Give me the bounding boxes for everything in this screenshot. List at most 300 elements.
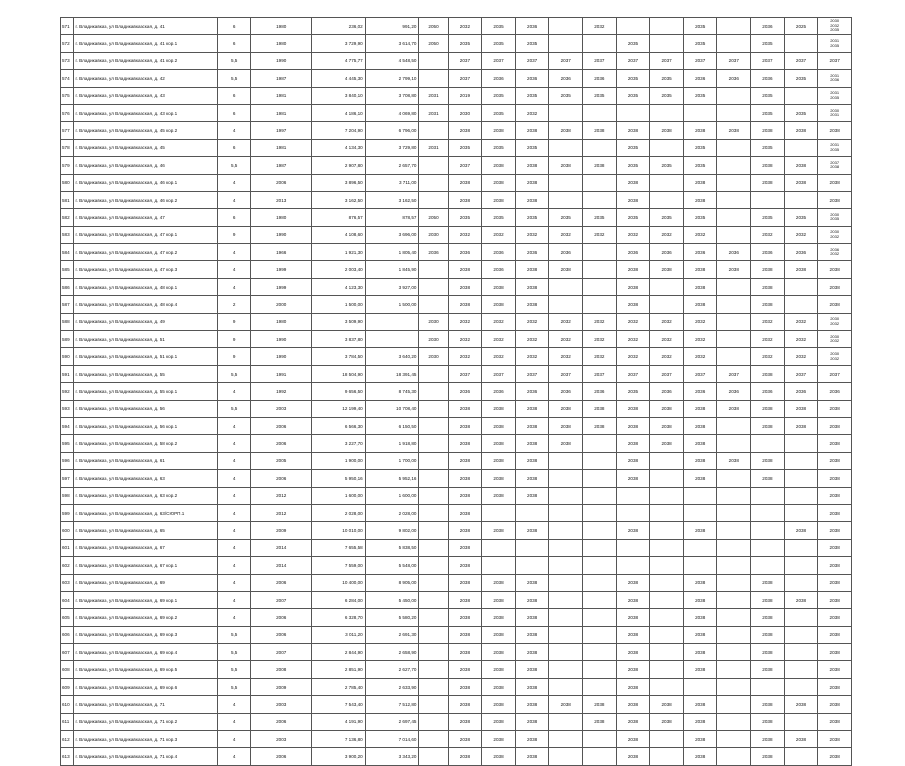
table-cell: 2038 [448, 261, 482, 278]
table-cell: 2035 [549, 209, 583, 226]
table-cell: 3 614,70 [365, 35, 419, 52]
table-cell [784, 191, 818, 208]
table-cell [583, 661, 617, 678]
address-cell: г. Владикавказ, ул Владикавказская, д. 69 кор.3 [74, 626, 217, 643]
table-cell [419, 522, 448, 539]
table-cell: 2038 [616, 400, 650, 417]
row-number: 611 [61, 713, 74, 730]
table-cell: 2032 [751, 313, 785, 330]
table-cell: 4 123,30 [311, 278, 365, 295]
table-cell: 9 656,50 [311, 383, 365, 400]
table-cell: 2038 [717, 122, 751, 139]
table-cell [717, 435, 751, 452]
table-cell: 2035 [515, 35, 549, 52]
address-cell: г. Владикавказ, ул Владикавказская, д. 67 кор.1 [74, 557, 217, 574]
row-number: 573 [61, 52, 74, 69]
table-cell: 2038 [751, 278, 785, 295]
table-cell: 2036 [751, 244, 785, 261]
table-cell: 2038 [751, 470, 785, 487]
table-cell [549, 574, 583, 591]
table-cell: 2038 [515, 157, 549, 174]
table-cell: 2035 [616, 157, 650, 174]
table-cell: 2038 [583, 122, 617, 139]
table-cell [549, 522, 583, 539]
table-cell: 2038 [482, 574, 516, 591]
table-cell: 6 [217, 35, 251, 52]
table-cell [717, 591, 751, 608]
table-cell: 2036 [482, 383, 516, 400]
table-cell [549, 557, 583, 574]
address-cell: г. Владикавказ, ул Владикавказская, д. 71 [74, 696, 217, 713]
table-cell: 2032 [751, 331, 785, 348]
table-cell: 3 227,70 [311, 435, 365, 452]
table-cell: 2038 [616, 417, 650, 434]
table-cell [365, 331, 419, 348]
table-cell: 2035 [650, 87, 684, 104]
table-cell: 7 543,40 [311, 696, 365, 713]
table-cell: 2036 [784, 383, 818, 400]
table-cell: 2032 [784, 348, 818, 365]
table-cell: 18 391,45 [365, 365, 419, 382]
table-cell [419, 278, 448, 295]
table-cell: 2038 [818, 522, 852, 539]
table-cell: 2038 [583, 417, 617, 434]
table-cell: 1 845,90 [365, 261, 419, 278]
table-cell: 2 691,30 [365, 626, 419, 643]
table-cell: 2038 [616, 174, 650, 191]
table-cell: 2035 [683, 157, 717, 174]
table-cell: 2038 [448, 557, 482, 574]
row-number: 578 [61, 139, 74, 156]
table-cell [717, 191, 751, 208]
table-cell [751, 487, 785, 504]
table-row [61, 35, 852, 52]
table-cell: 4 [217, 696, 251, 713]
table-cell: 2038 [818, 591, 852, 608]
table-cell: 4 [217, 383, 251, 400]
table-cell: 2032 [650, 226, 684, 243]
table-body [61, 18, 852, 766]
table-cell: 2030 2032 [818, 313, 852, 330]
table-row [61, 713, 852, 730]
table-cell: 2036 [549, 383, 583, 400]
table-cell: 2038 [683, 470, 717, 487]
table-cell [751, 678, 785, 695]
table-cell: 9 802,00 [365, 522, 419, 539]
table-cell [419, 417, 448, 434]
table-cell [419, 557, 448, 574]
table-cell: 2003 [251, 731, 312, 748]
table-cell [717, 87, 751, 104]
table-row [61, 139, 852, 156]
table-cell: 2038 [515, 609, 549, 626]
table-cell: 2038 [448, 522, 482, 539]
table-cell: 2038 [515, 644, 549, 661]
table-cell: 2035 [616, 383, 650, 400]
table-cell: 2037 [549, 365, 583, 382]
table-row [61, 678, 852, 695]
table-cell [784, 678, 818, 695]
row-number: 589 [61, 331, 74, 348]
table-cell [419, 626, 448, 643]
table-cell: 4 [217, 487, 251, 504]
table-cell: 1 900,00 [311, 452, 365, 469]
table-cell: 2032 [448, 226, 482, 243]
table-cell: 4 548,50 [365, 52, 419, 69]
table-cell: 2038 [751, 400, 785, 417]
table-cell: 5,5 [217, 52, 251, 69]
table-cell: 4 [217, 452, 251, 469]
table-cell: 2038 [448, 487, 482, 504]
table-cell: 4 [217, 504, 251, 521]
table-cell: 2036 [616, 244, 650, 261]
table-cell: 2038 [818, 296, 852, 313]
row-number: 595 [61, 435, 74, 452]
table-cell [650, 591, 684, 608]
table-cell: 2032 [549, 313, 583, 330]
table-cell: 1 805,40 [365, 244, 419, 261]
table-cell: 6 [217, 87, 251, 104]
table-cell: 2038 [751, 365, 785, 382]
table-cell: 12 199,40 [311, 400, 365, 417]
table-cell: 2038 [515, 696, 549, 713]
table-cell: 2030 [419, 331, 448, 348]
table-cell: 1 918,80 [365, 435, 419, 452]
table-cell: 878,57 [365, 209, 419, 226]
table-cell: 1966 [251, 244, 312, 261]
table-cell: 2037 [583, 365, 617, 382]
table-row [61, 313, 852, 330]
table-cell: 2038 [717, 400, 751, 417]
table-cell: 2038 [448, 713, 482, 730]
table-cell: 2035 [683, 209, 717, 226]
table-cell [419, 52, 448, 69]
table-cell: 2038 [751, 609, 785, 626]
table-cell: 3 840,10 [311, 87, 365, 104]
table-cell: 2036 [751, 383, 785, 400]
table-cell: 2038 [683, 296, 717, 313]
table-cell: 2038 [616, 644, 650, 661]
table-cell: 2 028,00 [365, 504, 419, 521]
table-cell [549, 174, 583, 191]
row-number: 610 [61, 696, 74, 713]
table-cell: 6 [217, 139, 251, 156]
table-row [61, 626, 852, 643]
table-row [61, 470, 852, 487]
table-cell: 2032 [650, 331, 684, 348]
table-cell: 2032 [549, 226, 583, 243]
table-cell: 2036 [515, 70, 549, 87]
table-row [61, 87, 852, 104]
table-cell: 2032 [515, 331, 549, 348]
table-cell: 5 548,00 [365, 557, 419, 574]
table-cell [683, 557, 717, 574]
table-cell [784, 609, 818, 626]
table-cell [784, 661, 818, 678]
table-cell [419, 400, 448, 417]
table-cell: 2038 [482, 400, 516, 417]
table-row [61, 696, 852, 713]
table-cell: 2038 [683, 400, 717, 417]
table-row [61, 748, 852, 765]
table-cell: 1990 [251, 52, 312, 69]
table-cell: 2038 [482, 191, 516, 208]
table-cell: 2032 [515, 104, 549, 121]
table-cell: 4 775,77 [311, 52, 365, 69]
table-cell: 2035 [448, 209, 482, 226]
table-cell: 2030 2032 [818, 348, 852, 365]
address-cell: г. Владикавказ, ул Владикавказская, д. 46 кор.1 [74, 174, 217, 191]
table-cell: 9 [217, 348, 251, 365]
table-cell [549, 487, 583, 504]
table-cell: 2032 [515, 226, 549, 243]
table-cell [482, 557, 516, 574]
table-cell [549, 609, 583, 626]
table-cell: 2032 [616, 226, 650, 243]
table-cell: 2038 [616, 574, 650, 591]
table-cell: 2038 [616, 626, 650, 643]
table-cell: 2038 [515, 174, 549, 191]
table-cell: 2035 [482, 104, 516, 121]
table-cell: 2036 [650, 244, 684, 261]
address-cell: г. Владикавказ, ул Владикавказская, д. 41 кор.1 [74, 35, 217, 52]
table-cell: 1980 [251, 18, 312, 35]
table-cell [549, 731, 583, 748]
table-cell: 2037 [616, 52, 650, 69]
table-cell: 2035 [583, 87, 617, 104]
row-number: 576 [61, 104, 74, 121]
table-cell: 2037 2038 [818, 157, 852, 174]
table-cell: 2036 [784, 244, 818, 261]
table-cell: 2032 [784, 331, 818, 348]
table-cell: 2036 [717, 244, 751, 261]
address-cell: г. Владикавказ, ул Владикавказская, д. 43 [74, 87, 217, 104]
row-number: 607 [61, 644, 74, 661]
table-cell: 2035 [784, 209, 818, 226]
table-cell: 2038 [751, 696, 785, 713]
table-cell: 2038 [683, 609, 717, 626]
table-cell [784, 748, 818, 765]
table-cell: 5,5 [217, 365, 251, 382]
table-cell: 2038 [482, 696, 516, 713]
table-cell: 2037 [448, 157, 482, 174]
row-number: 579 [61, 157, 74, 174]
table-cell [419, 191, 448, 208]
table-cell: 2025 [784, 18, 818, 35]
table-cell [784, 557, 818, 574]
table-cell: 2006 [251, 626, 312, 643]
table-cell: 1992 [251, 383, 312, 400]
table-cell [549, 452, 583, 469]
table-cell: 2032 [683, 331, 717, 348]
table-cell: 2038 [448, 435, 482, 452]
table-cell: 2037 [448, 52, 482, 69]
table-cell: 1 600,00 [311, 487, 365, 504]
table-cell [784, 504, 818, 521]
table-cell: 2031 2036 [818, 70, 852, 87]
table-cell: 2030 [448, 104, 482, 121]
row-number: 593 [61, 400, 74, 417]
table-cell [784, 139, 818, 156]
table-cell: 2038 [818, 504, 852, 521]
table-cell [650, 35, 684, 52]
table-cell: 4 191,90 [311, 713, 365, 730]
table-cell: 2036 [482, 261, 516, 278]
table-cell: 2035 [448, 139, 482, 156]
table-cell [419, 383, 448, 400]
table-cell [583, 591, 617, 608]
table-cell [549, 644, 583, 661]
table-cell: 2030 [419, 313, 448, 330]
table-cell: 2035 [515, 139, 549, 156]
row-number: 586 [61, 278, 74, 295]
table-cell: 2038 [818, 470, 852, 487]
table-cell: 3 696,00 [365, 226, 419, 243]
table-cell: 2038 [784, 417, 818, 434]
table-cell: 3 640,20 [365, 348, 419, 365]
table-cell: 2037 [751, 52, 785, 69]
table-cell: 2038 [650, 417, 684, 434]
row-number: 574 [61, 70, 74, 87]
table-cell [717, 139, 751, 156]
table-cell: 2038 [616, 261, 650, 278]
table-cell: 2038 [482, 731, 516, 748]
address-cell: г. Владикавказ, ул Владикавказская, д. 47 [74, 209, 217, 226]
table-cell: 2038 [448, 696, 482, 713]
table-cell: 2009 [251, 678, 312, 695]
table-cell [717, 104, 751, 121]
table-cell: 10 708,40 [365, 400, 419, 417]
table-cell [419, 609, 448, 626]
table-cell: 4 [217, 122, 251, 139]
table-cell: 2035 [482, 35, 516, 52]
row-number: 598 [61, 487, 74, 504]
table-cell: 3 162,50 [311, 191, 365, 208]
address-cell: г. Владикавказ, ул Владикавказская, д. 58 кор.2 [74, 435, 217, 452]
table-cell [650, 174, 684, 191]
table-cell: 6 150,50 [365, 417, 419, 434]
table-cell: 2035 [751, 139, 785, 156]
table-cell [583, 731, 617, 748]
table-cell: 2035 [616, 35, 650, 52]
table-cell: 2035 [515, 87, 549, 104]
table-cell: 7 559,00 [311, 557, 365, 574]
table-cell: 10 400,00 [311, 574, 365, 591]
table-cell: 2035 [751, 104, 785, 121]
table-cell: 2035 [751, 35, 785, 52]
table-cell: 1 500,00 [311, 296, 365, 313]
row-number: 585 [61, 261, 74, 278]
table-row [61, 661, 852, 678]
table-cell: 3 708,80 [365, 87, 419, 104]
table-cell [650, 731, 684, 748]
table-cell: 2038 [751, 452, 785, 469]
table-cell: 6 566,30 [311, 417, 365, 434]
table-cell: 2050 [419, 35, 448, 52]
table-cell [751, 522, 785, 539]
table-cell: 2038 [448, 278, 482, 295]
table-cell: 2038 [549, 696, 583, 713]
table-cell: 2036 [717, 70, 751, 87]
address-cell: г. Владикавказ, ул Владикавказская, д. 46 кор.2 [74, 191, 217, 208]
table-cell [583, 574, 617, 591]
row-number: 575 [61, 87, 74, 104]
table-cell: 2035 [616, 70, 650, 87]
table-cell: 2007 [251, 644, 312, 661]
table-cell: 2035 [650, 157, 684, 174]
table-cell: 1990 [251, 331, 312, 348]
row-number: 612 [61, 731, 74, 748]
table-cell: 2032 [515, 313, 549, 330]
document-page [60, 17, 852, 766]
table-row [61, 504, 852, 521]
table-cell: 2035 [616, 139, 650, 156]
table-cell: 2038 [818, 122, 852, 139]
table-cell: 2038 [482, 522, 516, 539]
table-cell: 2 633,90 [365, 678, 419, 695]
table-cell: 2030 [419, 226, 448, 243]
table-row [61, 435, 852, 452]
table-cell: 2012 [251, 504, 312, 521]
table-cell: 2038 [448, 296, 482, 313]
table-cell: 2038 [515, 435, 549, 452]
table-cell: 2037 [717, 365, 751, 382]
table-cell: 4 [217, 435, 251, 452]
table-cell: 2037 [549, 52, 583, 69]
table-cell [784, 35, 818, 52]
table-cell [650, 574, 684, 591]
table-cell: 2032 [616, 348, 650, 365]
table-cell: 1990 [251, 226, 312, 243]
table-cell [419, 487, 448, 504]
table-cell: 4 [217, 470, 251, 487]
table-cell: 1990 [251, 348, 312, 365]
table-cell: 7 655,58 [311, 539, 365, 556]
table-cell: 2037 [683, 365, 717, 382]
table-cell: 2038 [784, 157, 818, 174]
table-cell [784, 487, 818, 504]
table-cell: 2038 [448, 574, 482, 591]
table-cell: 2038 [616, 591, 650, 608]
table-cell: 2038 [482, 278, 516, 295]
table-cell: 2038 [751, 748, 785, 765]
table-cell: 9 [217, 313, 251, 330]
row-number: 605 [61, 609, 74, 626]
table-cell: 2035 [583, 209, 617, 226]
table-cell [683, 678, 717, 695]
table-cell: 2037 [818, 52, 852, 69]
table-cell [549, 470, 583, 487]
table-row [61, 731, 852, 748]
table-cell [419, 122, 448, 139]
row-number: 613 [61, 748, 74, 765]
table-cell [650, 661, 684, 678]
table-cell [784, 435, 818, 452]
table-cell: 2038 [751, 157, 785, 174]
table-cell: 2050 [419, 209, 448, 226]
address-cell: г. Владикавказ, ул Владикавказская, д. 67 [74, 539, 217, 556]
table-cell: 2035 [549, 87, 583, 104]
table-cell [419, 661, 448, 678]
table-cell: 2038 [650, 400, 684, 417]
table-cell [583, 470, 617, 487]
table-cell: 2 844,90 [311, 644, 365, 661]
table-cell: 2038 [549, 122, 583, 139]
table-cell: 2035 [515, 209, 549, 226]
table-cell: 5,5 [217, 157, 251, 174]
table-cell [419, 435, 448, 452]
table-cell: 4 [217, 174, 251, 191]
